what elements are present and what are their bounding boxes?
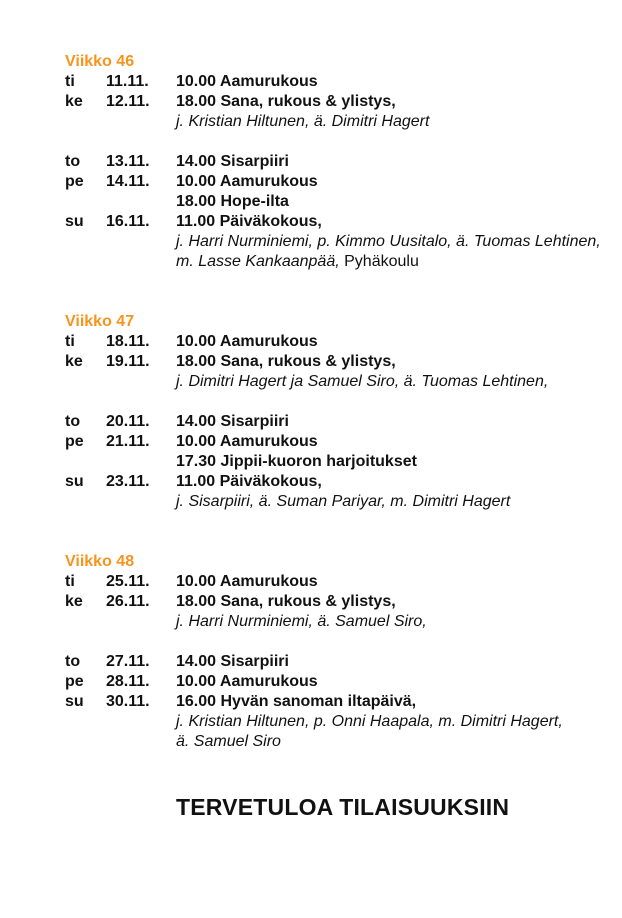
event-lines	[176, 332, 612, 352]
event-line	[176, 612, 612, 632]
day-cell: ti	[65, 333, 75, 350]
text-segment: 18.00 Sana, rukous & ylistys,	[176, 353, 396, 370]
event-line	[176, 92, 612, 112]
schedule-row	[65, 692, 612, 752]
day-cell: su	[65, 213, 84, 230]
event-lines	[176, 692, 612, 752]
date-cell: 13.11.	[106, 153, 150, 170]
date-cell: 19.11.	[106, 353, 150, 370]
date-cell: 23.11.	[106, 473, 150, 490]
date-cell: 16.11.	[106, 213, 150, 230]
day-cell: su	[65, 693, 84, 710]
text-segment: 18.00 Sana, rukous & ylistys,	[176, 93, 396, 110]
event-lines	[176, 572, 612, 592]
event-line	[176, 672, 612, 692]
text-segment: 10.00 Aamurukous	[176, 333, 318, 350]
event-line	[176, 592, 612, 612]
date-cell: 14.11.	[106, 173, 150, 190]
row-group	[65, 72, 612, 132]
day-cell: pe	[65, 433, 84, 450]
day-cell: to	[65, 413, 81, 430]
day-cell: to	[65, 653, 81, 670]
text-segment: 10.00 Aamurukous	[176, 73, 318, 90]
row-group	[65, 332, 612, 392]
week-section	[65, 52, 612, 272]
schedule-row	[65, 92, 612, 132]
week-title: Viikko 48	[65, 553, 135, 570]
row-group	[65, 152, 612, 272]
event-line	[176, 72, 612, 92]
event-line	[176, 112, 612, 132]
text-segment: 10.00 Aamurukous	[176, 673, 318, 690]
schedule-row	[65, 592, 612, 632]
event-line	[176, 172, 612, 192]
date-cell: 21.11.	[106, 433, 150, 450]
date-cell: 30.11.	[106, 693, 150, 710]
event-lines	[176, 72, 612, 92]
schedule-row	[65, 352, 612, 392]
day-cell: ke	[65, 353, 83, 370]
text-segment: 16.00 Hyvän sanoman iltapäivä,	[176, 693, 417, 710]
date-cell: 18.11.	[106, 333, 150, 350]
event-lines	[176, 592, 612, 632]
day-cell: pe	[65, 173, 84, 190]
event-line	[176, 332, 612, 352]
day-cell: ke	[65, 93, 83, 110]
event-line	[176, 192, 612, 212]
text-segment: 14.00 Sisarpiiri	[176, 413, 289, 430]
footer-welcome-title: TERVETULOA TILAISUUKSIIN	[176, 794, 510, 820]
week-section	[65, 552, 612, 752]
text-segment: 18.00 Hope-ilta	[176, 193, 289, 210]
event-line	[176, 372, 612, 392]
text-segment: 11.00 Päiväkokous,	[176, 213, 322, 230]
event-line	[176, 152, 612, 172]
event-line	[176, 652, 612, 672]
day-cell: ke	[65, 593, 83, 610]
event-line	[176, 232, 612, 252]
text-segment: 11.00 Päiväkokous,	[176, 473, 322, 490]
schedule-row	[65, 672, 612, 692]
event-line	[176, 492, 612, 512]
event-line	[176, 212, 612, 232]
event-lines	[176, 172, 612, 212]
date-cell: 28.11.	[106, 673, 150, 690]
event-lines	[176, 412, 612, 432]
event-line	[176, 432, 612, 452]
row-group	[65, 572, 612, 632]
event-lines	[176, 352, 612, 392]
schedule-row	[65, 572, 612, 592]
text-segment: 17.30 Jippii-kuoron harjoitukset	[176, 453, 417, 470]
schedule-row	[65, 152, 612, 172]
event-line	[176, 472, 612, 492]
text-segment: j. Harri Nurminiemi, p. Kimmo Uusitalo, ä. Tuomas Lehtinen,	[176, 233, 601, 250]
date-cell: 26.11.	[106, 593, 150, 610]
text-segment: j. Kristian Hiltunen, p. Onni Haapala, m. Dimitri Hagert,	[176, 713, 563, 730]
text-segment: 10.00 Aamurukous	[176, 173, 318, 190]
event-lines	[176, 212, 612, 272]
text-segment: 18.00 Sana, rukous & ylistys,	[176, 593, 396, 610]
event-line	[176, 412, 612, 432]
schedule-row	[65, 172, 612, 212]
schedule-row	[65, 332, 612, 352]
event-line	[176, 692, 612, 712]
text-segment: j. Kristian Hiltunen, ä. Dimitri Hagert	[176, 113, 430, 130]
event-lines	[176, 472, 612, 512]
date-cell: 20.11.	[106, 413, 150, 430]
text-segment: j. Harri Nurminiemi, ä. Samuel Siro,	[176, 613, 427, 630]
text-segment: j. Sisarpiiri, ä. Suman Pariyar, m. Dimitri Hagert	[176, 493, 511, 510]
date-cell: 11.11.	[106, 73, 149, 90]
date-cell: 25.11.	[106, 573, 150, 590]
schedule-row	[65, 212, 612, 272]
schedule-row	[65, 472, 612, 512]
text-segment: 14.00 Sisarpiiri	[176, 653, 289, 670]
text-segment: 14.00 Sisarpiiri	[176, 153, 289, 170]
schedule-row	[65, 652, 612, 672]
event-lines	[176, 652, 612, 672]
text-segment: Pyhäkoulu	[339, 253, 419, 270]
schedule-row	[65, 72, 612, 92]
text-segment: j. Dimitri Hagert ja Samuel Siro, ä. Tuomas Lehtinen,	[176, 373, 549, 390]
day-cell: ti	[65, 73, 75, 90]
text-segment: ä. Samuel Siro	[176, 733, 281, 750]
week-title: Viikko 46	[65, 53, 135, 70]
day-cell: pe	[65, 673, 84, 690]
text-segment: m. Lasse Kankaanpää,	[176, 253, 340, 270]
event-line	[176, 572, 612, 592]
date-cell: 27.11.	[106, 653, 150, 670]
event-lines	[176, 672, 612, 692]
date-cell: 12.11.	[106, 93, 150, 110]
event-line	[176, 352, 612, 372]
event-line	[176, 732, 612, 752]
event-lines	[176, 432, 612, 472]
row-group	[65, 652, 612, 752]
event-line	[176, 252, 612, 272]
text-segment: 10.00 Aamurukous	[176, 573, 318, 590]
event-lines	[176, 92, 612, 132]
text-segment: 10.00 Aamurukous	[176, 433, 318, 450]
day-cell: to	[65, 153, 81, 170]
weeks-container	[65, 52, 612, 752]
row-group	[65, 412, 612, 512]
schedule-row	[65, 412, 612, 432]
schedule-row	[65, 432, 612, 472]
event-line	[176, 452, 612, 472]
event-line	[176, 712, 612, 732]
week-section	[65, 312, 612, 512]
day-cell: su	[65, 473, 84, 490]
week-title: Viikko 47	[65, 313, 135, 330]
day-cell: ti	[65, 573, 75, 590]
event-lines	[176, 152, 612, 172]
